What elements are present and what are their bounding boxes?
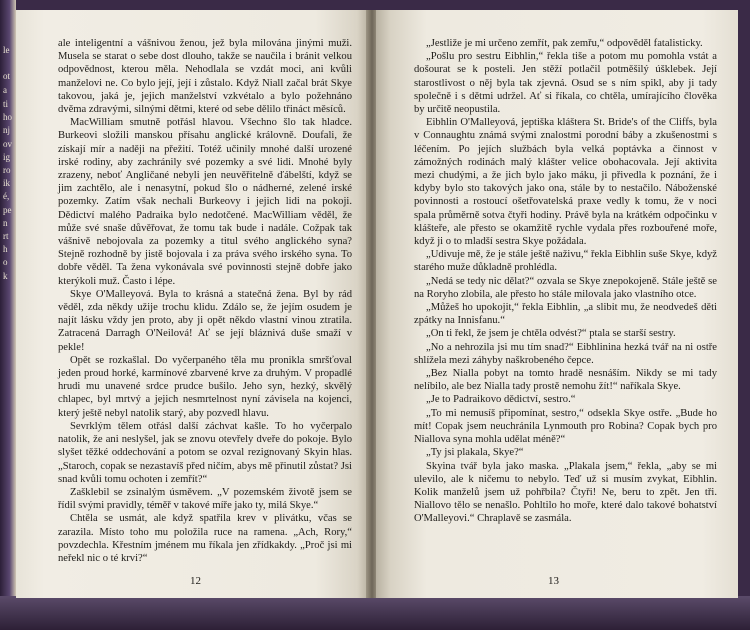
paragraph: „Jestliže je mi určeno zemřít, pak zemřu,“ odpověděl fatalisticky.	[426, 38, 703, 49]
paragraph: Chtěla se usmát, ale když spatřila krev v plivátku, včas se zarazila. Místo toho mu položila ruce na ramena. „Ach, Rory,“ povzdechla. Křestním jménem mu říkala jen zřídkakdy. „Proč jsi mi neřekl nic o té krvi?“	[58, 513, 352, 564]
page-number: 12	[190, 575, 201, 587]
right-page	[376, 10, 738, 598]
left-page	[16, 10, 368, 598]
spine-fragment: nj	[3, 125, 11, 135]
paragraph: „On ti řekl, že jsem je chtěla odvést?“ ptala se starší sestry.	[426, 328, 676, 340]
paragraph: Zašklebil se zsinalým úsměvem. „V pozemském životě jsem se řídil svými pravidly, téměř v takové míře jako ty, milá Skye.“	[58, 486, 352, 512]
spine-fragment: rt	[3, 231, 9, 241]
spine-fragment: ho	[3, 112, 12, 122]
spine-fragment: o	[3, 257, 8, 267]
spine-fragment: ro	[3, 165, 11, 175]
right-page-text	[414, 37, 717, 526]
neighbor-page-edge	[0, 0, 16, 630]
paragraph: „Je to Padraikovo dědictví, sestro.“	[426, 394, 576, 406]
paragraph: Skyina tvář byla jako maska. „Plakala jsem,“ řekla, „aby se mi ulevilo, ale k ničemu to nebylo. Teď už si musím zvykat, Eibhlin. Kolik manželů jsem už pohřbila? Čtyři! Ne, beru to zpět. Jen tři. Niallovo tělo se nenašlo. Pohltilo ho moře, které dalo takové bohatství O'Malleyovi.“ Chraplavě se zasmála.	[414, 460, 717, 525]
spine-fragment: é,	[3, 191, 10, 201]
spine-fragment: pe	[3, 205, 12, 215]
spine-fragment: k	[3, 271, 8, 281]
spine-fragment: ig	[3, 152, 11, 162]
spine-fragment: ov	[3, 139, 12, 149]
paragraph: Opět se rozkašlal. Do vyčerpaného těla mu pronikla smršťoval jeden proud horké, karmínové zbarvené krve za druhým. V propadlé hrudi mu unavené srdce prudce bušilo. Jeho syn, hezký, skvělý chlapec, byl mrtvý a jejich nesmrtelnost nyní závisela na kojenci, který ještě nebyl natolik starý, aby pozvedl hlavu.	[58, 354, 352, 419]
left-page-text	[58, 37, 352, 565]
paragraph: Eibhlin O'Malleyová, jeptiška kláštera St. Bride's of the Cliffs, byla v Connaughtu známá svými znalostmi porodní báby a zkušenostmi s léčením. Po jejích službách byla velká poptávka a činnost v zámožných rodinách malý klášter velice obohacovala. Její aktivita mezi chudými, a že jich bylo jako máku, ji přivedla k poznání, že i kdyby bylo sto takových jako ona, stále by to nestačilo. Náboženské povinnosti a rostoucí ošetřovatelská praxe vedly k tomu, že v noci spala průměrně sotva čtyři hodiny. Právě byla na krátkém odpočinku v klášteře, ale přesto se okamžitě rychle vydala přes rozbouřené moře, když ji o to mladší sestra Skye požádala.	[414, 117, 717, 248]
paragraph: Sevrklým tělem otřásl další záchvat kašle. To ho vyčerpalo natolik, že ani neslyšel, jak se znovu otevřely dveře do pokoje. Bylo slyšet těžké oddechování a potom se ozval rezignovaný Skyin hlas. „Staroch, copak se nezastavíš před ničím, abys mě přinutil zůstat? Jsi snad kvůli tomu ochoten i zemřít?“	[58, 420, 352, 485]
book-cover-edge	[0, 596, 750, 630]
paragraph: „To mi nemusíš připomínat, sestro,“ odsekla Skye ostře. „Bude ho mít! Copak jsem neuchránila Lynmouth pro Robina? Copak bych pro Niallova syna mohla udělat méně?“	[414, 407, 717, 446]
paragraph: „Můžeš ho upokojit,“ řekla Eibhlin, „a slibit mu, že neodvedeš děti zpátky na Innisfanu.“	[414, 302, 717, 327]
paragraph: „Pošlu pro sestru Eibhlin,“ řekla tiše a potom mu pomohla vstát a došourat se k posteli. Jen stěží potlačil potměšilý úšklebek. Její starostlivost o něj byla tak zjevná. Osud se s ním spikl, aby ji tady společně i s dětmi udržel. Ať si říkala, co chtěla, umírajícího člověka by určitě neopustila.	[414, 51, 717, 116]
spine-fragment: ot	[3, 71, 11, 81]
spine-fragment: n	[3, 218, 8, 228]
spine-fragment: a	[3, 85, 7, 95]
spine-fragment: ik	[3, 178, 11, 188]
paragraph: „Bez Nialla pobyt na tomto hradě nesnáším. Nikdy se mi tady nelíbilo, ale bez Nialla tady prostě nemohu žít!“ naříkala Skye.	[414, 368, 717, 393]
paragraph: MacWilliam smutně potřásl hlavou. Všechno šlo tak hladce. Burkeovi složili manskou přísahu anglické královně. Doufali, že získají mír a naději na přežití. Totéž učinily mnohé další urozené irské rodiny, aby zachránily své pozemky a své lidi. Mnohé byly zrazeny, neboť Angličané nebyli jen neuvěřitelně ďábelští, když se jim zachtělo, ale i nenasytní, pokud šlo o nádherné, zelené irské pozemky. Zatím však nechali Burkeovy i jejich lidi na pokoji. Dědictví malého Padraika bylo nedotčené. MacWilliam věděl, že může své snaše důvěřovat, že tomu tak bude i nadále. Cožpak tak vášnivě nebojovala za pozemky a titul svého anglického syna? Stejně rozhodně by jistě bojovala i za práva svého irského syna. To dobře věděl. Ta žena vykonávala své povinnosti stejně dobře jako kterýkoli muž. Často i lépe.	[58, 117, 352, 287]
paragraph: Skye O'Malleyová. Byla to krásná a statečná žena. Byl by rád věděl, zda někdy užije trochu klidu. Zdálo se, že jejím osudem je najít lásku vždy jen proto, aby ji opět někdo vlastní vinou ztratila. Zatracená Darragh O'Neilová! Ať se její bláznivá duše smaží v pekle!	[58, 288, 352, 353]
page-number: 13	[548, 575, 559, 587]
paragraph: „No a nehrozila jsi mu tím snad?“ Eibhlinina hezká tvář na ni ostře shlížela mezi záhyby naškrobeného čepce.	[414, 341, 717, 366]
spine-fragment: le	[3, 45, 10, 55]
paragraph: „Ty jsi plakala, Skye?“	[426, 447, 524, 459]
spine-fragment: ti	[3, 99, 9, 109]
paragraph: „Udivuje mě, že je stále ještě naživu,“ řekla Eibhlin suše Skye, když starého muže důkladně prohlédla.	[414, 249, 717, 274]
paragraph: ale inteligentní a vášnivou ženou, jež byla milována jinými muži. Musela se starat o sebe dost dlouho, takže se naučila i bránit velkou odpovědnost, kterou měla. Nehodlala se vzdát moci, ani kvůli manželovi ne. Co bylo její, její i zůstalo. Když Niall začal brát Skye takovou, jaká je, jejich manželství vzkvétalo a bylo požehnáno dvěma zdravými, silnými dětmi, které od sebe dělilo třináct měsíců.	[58, 38, 352, 116]
spine-fragment: h	[3, 244, 8, 254]
paragraph: „Nedá se tedy nic dělat?“ ozvala se Skye znepokojeně. Stále ještě se na Roryho zlobila, ale přesto ho stále milovala jako vlastního otce.	[414, 275, 717, 300]
